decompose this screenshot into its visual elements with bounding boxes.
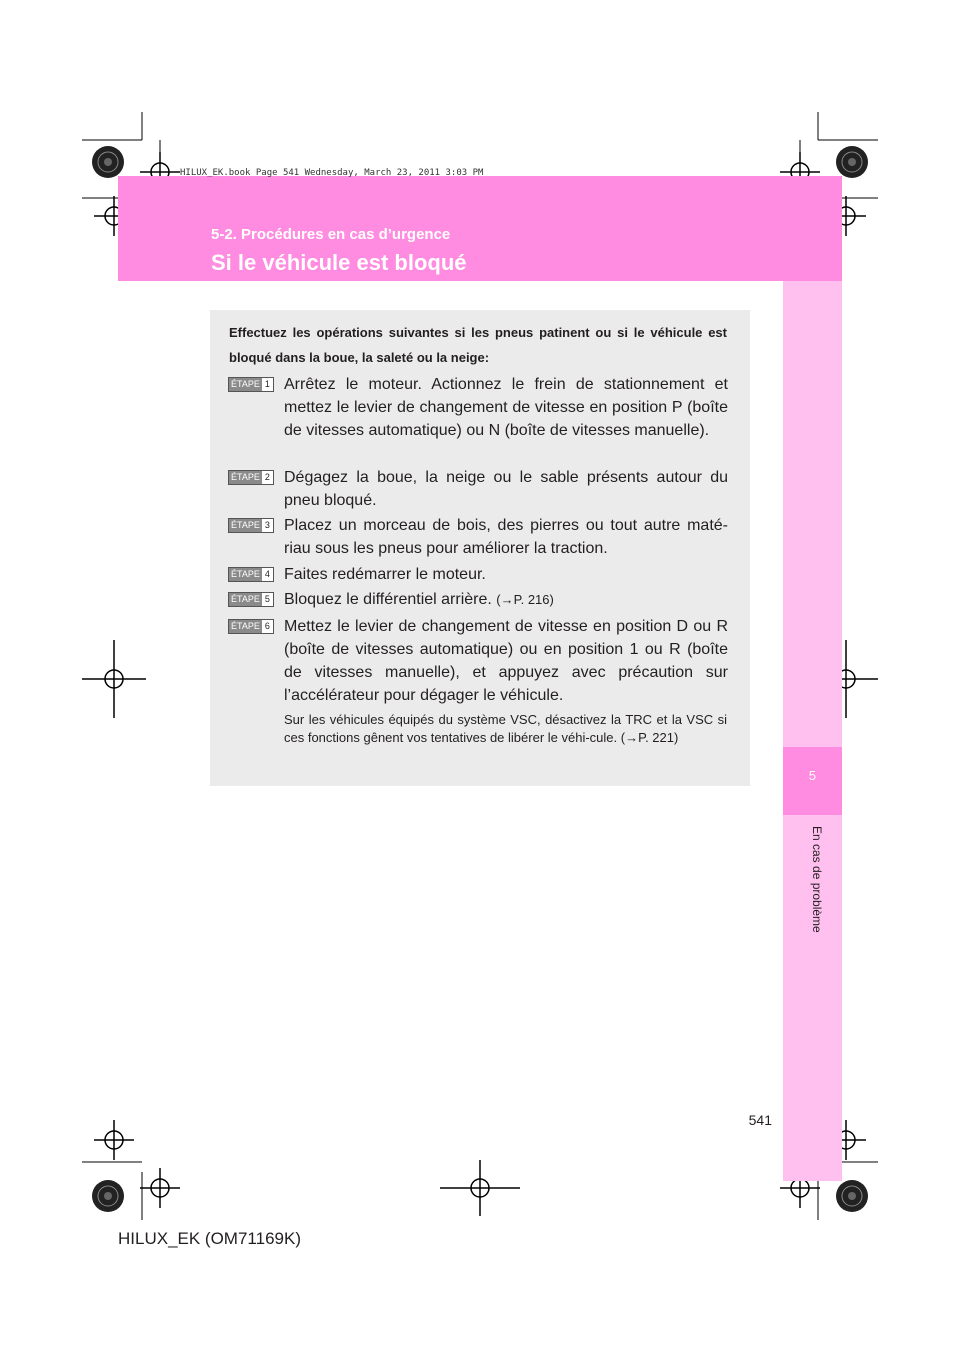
step-text [284, 588, 728, 611]
step-5-text: Bloquez le différentiel arrière. [284, 591, 492, 608]
chapter-side-strip [783, 281, 842, 1181]
step-text: Faites redémarrer le moteur. [284, 566, 486, 583]
step-2 [228, 466, 728, 512]
step-1 [228, 373, 728, 442]
step-text: Mettez le levier de changement de vitesse en position D ou R (boîte de vitesses automatique) ou en position 1 ou R (boîte de vitesses manuelle), et appuyez avec précaution sur l’accélérateur pour dégager le véhicule. [284, 618, 728, 704]
step-badge: ÉTAPE 3 [228, 518, 274, 533]
intro-text: Effectuez les opérations suivantes si les pneus patinent ou si le véhicule est bloqué dans la boue, la saleté ou la neige: [229, 325, 727, 365]
step-text: Placez un morceau de bois, des pierres ou tout autre maté-riau sous les pneus pour améliorer la traction. [284, 517, 728, 557]
chapter-title: En cas de problème [810, 826, 824, 933]
chapter-number: 5 [808, 768, 817, 783]
step-5 [228, 588, 728, 611]
book-stamp: HILUX_EK.book Page 541 Wednesday, March 23, 2011 3:03 PM [180, 168, 484, 178]
step-text: Dégagez la boue, la neige ou le sable présents autour du pneu bloqué. [284, 469, 728, 509]
page-reference-link[interactable]: (→P. 216) [496, 592, 554, 607]
step-badge: ÉTAPE 2 [228, 470, 274, 485]
step-3 [228, 514, 728, 560]
page-number: 541 [748, 1112, 772, 1128]
document-code: HILUX_EK (OM71169K) [118, 1229, 301, 1248]
step-badge: ÉTAPE 1 [228, 377, 274, 392]
step-badge: ÉTAPE 6 [228, 619, 274, 634]
step-4 [228, 563, 728, 586]
step-6 [228, 615, 728, 707]
page-title: Si le véhicule est bloqué [211, 250, 467, 275]
step-text: Arrêtez le moteur. Actionnez le frein de stationnement et mettez le levier de changement de vitesse en position P (boîte de vitesses automatique) ou N (boîte de vitesses manuelle). [284, 376, 728, 439]
step-badge: ÉTAPE 4 [228, 567, 274, 582]
step-note: Sur les véhicules équipés du système VSC, désactivez la TRC et la VSC si ces fonctions gênent vos tentatives de libérer le véhi-cule. (→P. 221) [284, 712, 727, 745]
section-label: 5-2. Procédures en cas d’urgence [211, 226, 451, 243]
step-badge: ÉTAPE 5 [228, 592, 274, 607]
